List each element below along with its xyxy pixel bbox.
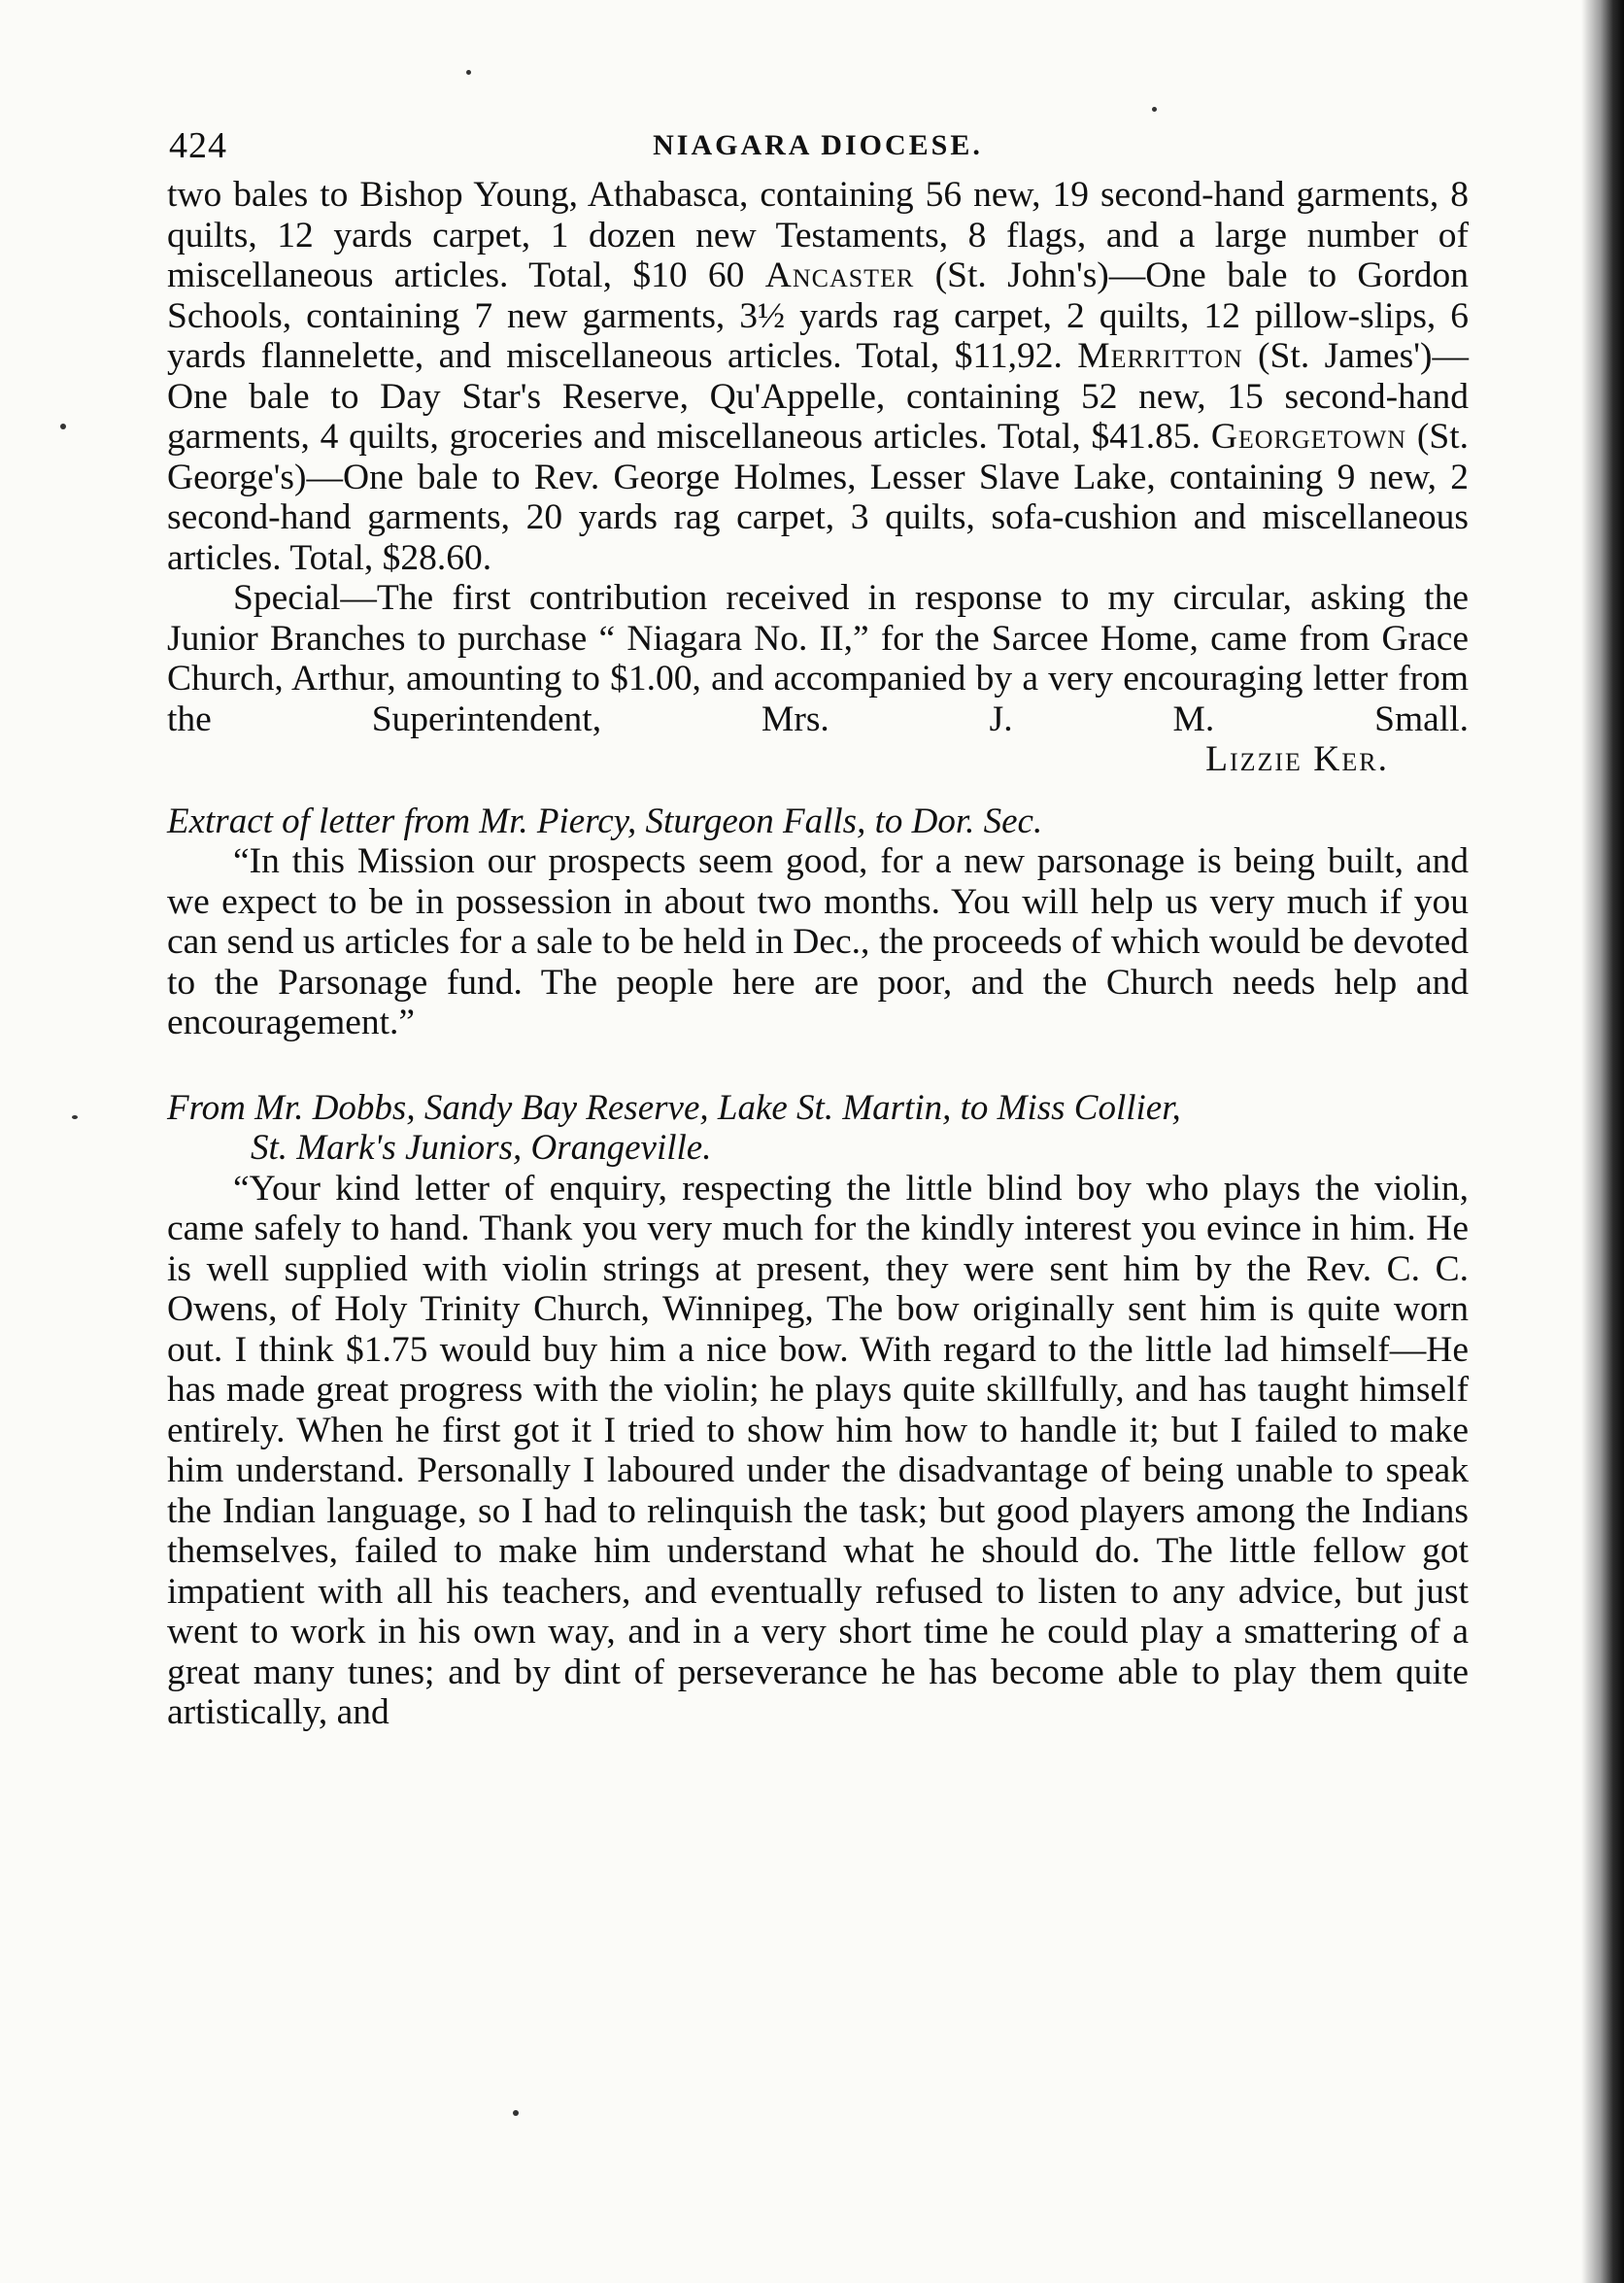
parish-name-ancaster: Ancaster — [764, 256, 915, 295]
scan-speck — [513, 2110, 519, 2116]
running-header — [167, 117, 1469, 175]
parish-name-merritton: Merritton — [1077, 336, 1243, 376]
page-title: NIAGARA DIOCESE. — [653, 129, 983, 161]
letter-heading — [167, 1088, 1469, 1169]
scan-speck — [1152, 107, 1157, 112]
parish-name-georgetown: Georgetown — [1210, 417, 1407, 457]
letter-heading-line-1: From Mr. Dobbs, Sandy Bay Reserve, Lake St. Martin, to Miss Collier, — [167, 1087, 1181, 1128]
page-number: 424 — [169, 125, 227, 166]
page-binding-shadow — [1581, 0, 1624, 2283]
author-signoff: Lizzie Ker. — [1205, 739, 1389, 779]
scan-speck — [466, 70, 471, 75]
extract-heading: Extract of letter from Mr. Piercy, Sturgeon Falls, to Dor. Sec. — [167, 801, 1043, 841]
bales-text: (St. John's)—One bale to Gordon Schools, containing 7 new garments, 3½ yards rag carpet, 2 quilts, 12 pillow-slips, 6 yards flannelette, and miscellaneous articles. Total, $11,92. — [167, 256, 1469, 376]
letter-paragraph: “Your kind letter of enquiry, respecting the little blind boy who plays the violin, came safely to hand. Thank you very much for the kindly interest you evince in him. He is well supplied with violin strings at present, they were sent him by the Rev. C. C. Owens, of Holy Trinity Church, Winnipeg, The bow originally sent him is quite worn out. I think $1.75 would buy him a nice bow. With regard to the little lad himself—He has made great progress with the violin; he plays quite skillfully, and has taught himself entirely. When he first got it I tried to show him how to handle it; but I failed to make him understand. Personally I laboured under the disadvantage of being unable to speak the Indian language, so I had to relinquish the task; but good players among the Indians themselves, failed to make him understand what he should do. The little fellow got impatient with all his teachers, and eventually refused to listen to any advice, but just went to work in his own way, and in a very short time he could play a smattering of a great many tunes; and by dint of perseverance he has become able to play them quite artistically, and — [167, 1168, 1469, 1732]
bales-text: two bales to Bishop Young, Athabasca, containing 56 new, 19 second-hand garments, 8 quilts, 12 yards carpet, 1 dozen new Testaments, 8 flags, and a large number of miscellaneous articles. Total, $10 60 — [167, 175, 1469, 295]
scan-speck — [60, 424, 66, 429]
letter-heading-line-2: St. Mark's Juniors, Orangeville. — [251, 1128, 712, 1168]
document-page — [167, 117, 1469, 1733]
bales-paragraph — [167, 175, 1469, 578]
scan-speck — [72, 1115, 78, 1119]
special-text: Special—The first contribution received in response to my circular, asking the Junior Branches to purchase “ Niagara No. II,” for the Sarcee Home, came from Grace Church, Arthur, amounting to $1.00, and accompanied by a very encouraging letter from the Superintendent, Mrs. J. M. Small. — [167, 578, 1469, 739]
bales-text: (St. James')—One bale to Day Star's Reserve, Qu'Appelle, containing 52 new, 15 second-hand garments, 4 quilts, groceries and miscellaneous articles. Total, $41.85. — [167, 336, 1469, 457]
bales-text: (St. George's)—One bale to Rev. George Holmes, Lesser Slave Lake, containing 9 new, 2 second-hand garments, 20 yards rag carpet, 3 quilts, sofa-cushion and miscellaneous articles. Total, $28.60. — [167, 417, 1469, 578]
extract-paragraph: “In this Mission our prospects seem good, for a new parsonage is being built, and we expect to be in possession in about two months. You will help us very much if you can send us articles for a sale to be held in Dec., the proceeds of which would be devoted to the Parsonage fund. The people here are poor, and the Church needs help and encouragement.” — [167, 841, 1469, 1042]
article-body — [167, 175, 1469, 1733]
